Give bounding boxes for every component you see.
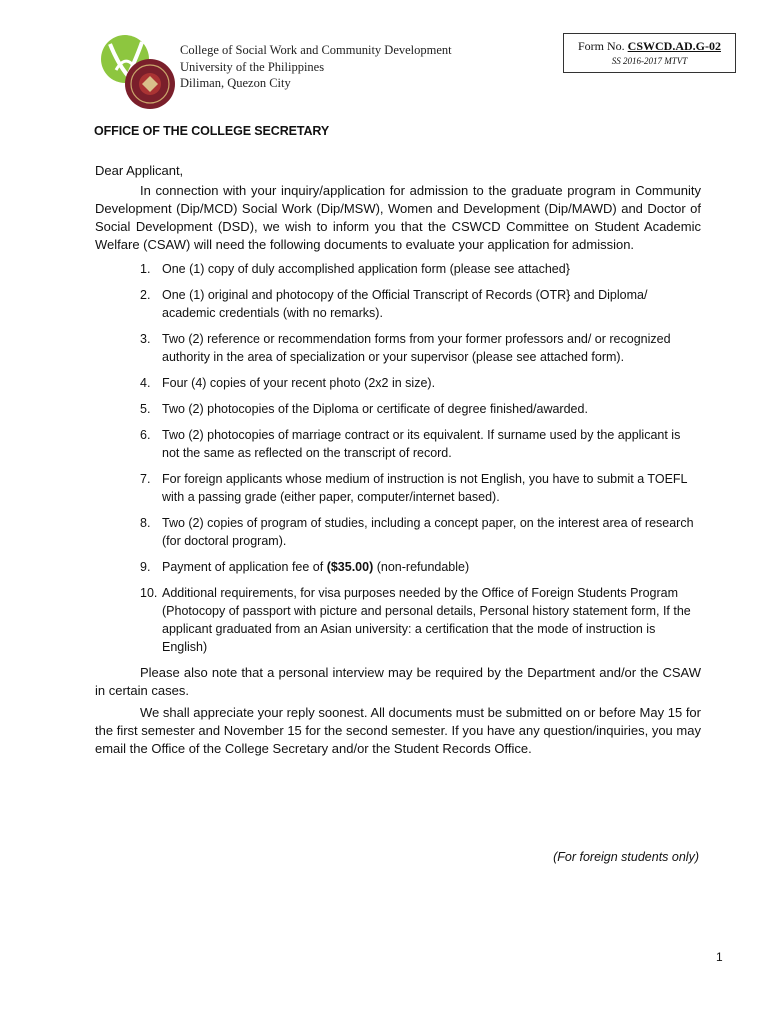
- item-text: Four (4) copies of your recent photo (2x2 in size).: [162, 376, 436, 390]
- item-number: 9.: [140, 560, 151, 574]
- item-text: Two (2) photocopies of the Diploma or certificate of degree finished/awarded.: [162, 402, 588, 416]
- list-item: [140, 558, 701, 576]
- form-label: Form No.: [577, 39, 625, 53]
- list-item: [140, 470, 701, 506]
- form-code: CSWCD.AD.G-02: [627, 39, 721, 53]
- item-number: 3.: [140, 332, 151, 346]
- item-text: One (1) copy of duly accomplished application form (please see attached}: [162, 262, 570, 276]
- item-text: One (1) original and photocopy of the Official Transcript of Records (OTR} and Diploma/ academic credentials (with no remarks).: [162, 288, 648, 320]
- list-item: [140, 374, 701, 392]
- list-item: [140, 400, 701, 418]
- form-number-box: [563, 33, 736, 73]
- college-name: College of Social Work and Community Development: [180, 43, 452, 57]
- item-number: 5.: [140, 402, 151, 416]
- item-text: Two (2) copies of program of studies, including a concept paper, on the interest area of research (for doctoral program).: [162, 516, 694, 548]
- item-text: Two (2) reference or recommendation forms from your former professors and/ or recognized authority in the area of specialization or your supervisor (please see attached form).: [162, 332, 671, 364]
- interview-note: Please also note that a personal interview may be required by the Department and/or the CSAW in certain cases.: [95, 665, 701, 698]
- intro-paragraph: In connection with your inquiry/application for admission to the graduate program in Community Development (Dip/MCD) Social Work (Dip/MSW), Women and Development (Dip/MAWD) and Doctor of Social Development (DSD), we wish to inform you that the CSWCD Committee on Student Academic Welfare (CSAW) will need the following documents to evaluate your application for admission.: [95, 183, 701, 252]
- office-title: OFFICE OF THE COLLEGE SECRETARY: [94, 124, 330, 138]
- item-text: For foreign applicants whose medium of instruction is not English, you have to submit a TOEFL with a passing grade (either paper, computer/internet based).: [162, 472, 688, 504]
- page-number: 1: [716, 950, 723, 964]
- university-name: University of the Philippines: [180, 59, 325, 74]
- item-text: Additional requirements, for visa purposes needed by the Office of Foreign Students Program (Photocopy of passport with picture and personal details, Personal history statement form, If the applicant graduated from an Asian university: a certification that the mode of instruction is English): [162, 586, 691, 654]
- college-address: [180, 42, 452, 92]
- item-number: 1.: [140, 262, 151, 276]
- list-item: [140, 286, 701, 322]
- city-name: Diliman, Quezon City: [180, 76, 291, 90]
- fee-amount: ($35.00): [326, 560, 374, 574]
- item-text-before: Payment of application fee of: [162, 560, 327, 574]
- item-number: 4.: [140, 376, 151, 390]
- item-number: 7.: [140, 472, 151, 486]
- item-number: 8.: [140, 516, 151, 530]
- requirements-list: [95, 260, 701, 656]
- form-subcode: SS 2016-2017 MTVT: [611, 56, 688, 66]
- list-item: [140, 260, 701, 278]
- item-text: Two (2) photocopies of marriage contract or its equivalent. If surname used by the applicant is not the same as reflected on the transcript of record.: [162, 428, 681, 460]
- list-item: [140, 584, 701, 656]
- list-item: [140, 514, 701, 550]
- deadline-paragraph: We shall appreciate your reply soonest. All documents must be submitted on or before May 15 for the first semester and November 15 for the second semester. If you have any question/inquiries, you may email the Office of the College Secretary and/or the Student Records Office.: [95, 705, 701, 756]
- item-number: 2.: [140, 288, 151, 302]
- list-item: [140, 330, 701, 366]
- college-logo: [98, 34, 178, 110]
- form-number: [564, 39, 735, 54]
- item-number: 10.: [140, 586, 158, 600]
- foreign-students-note: (For foreign students only): [553, 850, 699, 864]
- letter-body: [95, 162, 701, 758]
- item-number: 6.: [140, 428, 151, 442]
- greeting: Dear Applicant,: [95, 163, 184, 178]
- item-text-after: (non-refundable): [373, 560, 470, 574]
- list-item: [140, 426, 701, 462]
